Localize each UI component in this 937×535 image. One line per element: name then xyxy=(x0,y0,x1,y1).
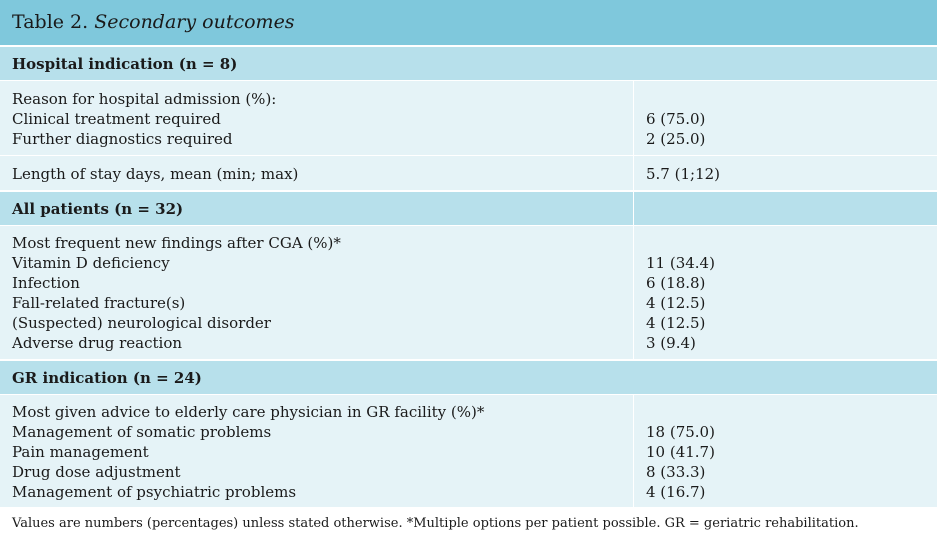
row-label: Most frequent new findings after CGA (%)* xyxy=(12,234,341,252)
row-value: 2 (25.0) xyxy=(646,130,706,148)
row-value: 8 (33.3) xyxy=(646,463,706,481)
row-label: Management of somatic problems xyxy=(12,423,272,441)
table-number: Table 2. xyxy=(12,11,89,33)
row-label: Length of stay days, mean (min; max) xyxy=(12,165,299,183)
row-value: 10 (41.7) xyxy=(646,443,715,461)
row-value: 5.7 (1;12) xyxy=(646,165,721,183)
row-label: Reason for hospital admission (%): xyxy=(12,90,277,108)
section-heading: Hospital indication (n = 8) xyxy=(12,55,238,73)
section-header-gr xyxy=(0,360,937,395)
column-divider xyxy=(633,191,634,359)
row-value: 3 (9.4) xyxy=(646,334,696,352)
row-value: 6 (75.0) xyxy=(646,110,706,128)
row-label: Management of psychiatric problems xyxy=(12,483,297,501)
row-label: Most given advice to elderly care physician in GR facility (%)* xyxy=(12,403,485,421)
row-value: 6 (18.8) xyxy=(646,274,706,292)
row-label: Adverse drug reaction xyxy=(12,334,183,352)
column-divider xyxy=(633,81,634,190)
row-label: Further diagnostics required xyxy=(12,130,233,148)
row-value: 4 (12.5) xyxy=(646,294,706,312)
table-caption: Secondary outcomes xyxy=(94,11,295,33)
row-label: Infection xyxy=(12,274,80,292)
row-label: Clinical treatment required xyxy=(12,110,221,128)
row-value: 11 (34.4) xyxy=(646,254,715,272)
row-value: 4 (16.7) xyxy=(646,483,706,501)
row-label: (Suspected) neurological disorder xyxy=(12,314,271,332)
table-title xyxy=(12,10,295,34)
row-value: 18 (75.0) xyxy=(646,423,715,441)
section-heading: All patients (n = 32) xyxy=(12,200,184,218)
column-divider xyxy=(633,395,634,507)
section-header-hospital xyxy=(0,46,937,81)
row-label: Pain management xyxy=(12,443,149,461)
table-footnote: Values are numbers (percentages) unless stated otherwise. *Multiple options per patient possible. GR = geriatric rehabilitation. xyxy=(12,516,859,531)
row-label: Vitamin D deficiency xyxy=(12,254,170,272)
section-heading: GR indication (n = 24) xyxy=(12,369,202,387)
table-title-bar xyxy=(0,0,937,45)
row-value: 4 (12.5) xyxy=(646,314,706,332)
row-label: Fall-related fracture(s) xyxy=(12,294,186,312)
section-header-all-patients xyxy=(0,191,937,226)
row-label: Drug dose adjustment xyxy=(12,463,181,481)
